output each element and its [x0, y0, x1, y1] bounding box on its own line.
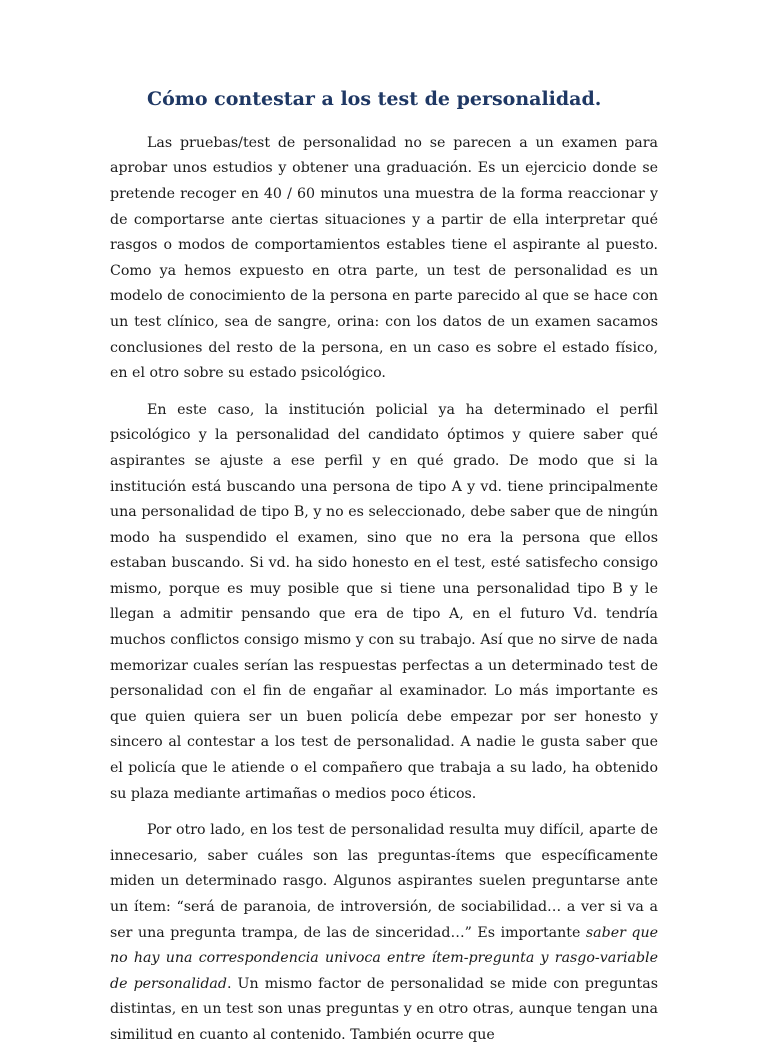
- paragraph-3-text-after: . Un mismo factor de personalidad se mide con preguntas distintas, en un test son unas preguntas y en otro otras, aunque tengan una similitud en cuanto al contenido. También ocurre que: [110, 975, 658, 1043]
- paragraph-3-text-before: Por otro lado, en los test de personalidad resulta muy difícil, aparte de innecesario, saber cuáles son las preguntas-ítems que específicamente miden un determinado rasgo. Algunos aspirantes suelen preguntarse ante un ítem: “será de paranoia, de introversión, de sociabilidad… a ver si va a ser una pregunta trampa, de las de sinceridad…” Es importante: [110, 822, 658, 941]
- paragraph-3: [110, 818, 658, 1048]
- paragraph-2: En este caso, la institución policial ya ha determinado el perfil psicológico y la personalidad del candidato óptimos y quiere saber qué aspirantes se ajuste a ese perfil y en qué grado. De modo que si la institución está buscando una persona de tipo A y vd. tiene principalmente una personalidad de tipo B, y no es seleccionado, debe saber que de ningún modo ha suspendido el examen, sino que no era la persona que ellos estaban buscando. Si vd. ha sido honesto en el test, esté satisfecho consigo mismo, porque es muy posible que si tiene una personalidad tipo B y le llegan a admitir pensando que era de tipo A, en el futuro Vd. tendría muchos conflictos consigo mismo y con su trabajo. Así que no sirve de nada memorizar cuales serían las respuestas perfectas a un determinado test de personalidad con el fin de engañar al examinador. Lo más importante es que quien quiera ser un buen policía debe empezar por ser honesto y sincero al contestar a los test de personalidad. A nadie le gusta saber que el policía que le atiende o el compañero que trabaja a su lado, ha obtenido su plaza mediante artimañas o medios poco éticos.: [110, 401, 658, 802]
- document-title: Cómo contestar a los test de personalidad.: [147, 88, 602, 110]
- paragraph-1: Las pruebas/test de personalidad no se parecen a un examen para aprobar unos estudios y obtener una graduación. Es un ejercicio donde se pretende recoger en 40 / 60 minutos una muestra de la forma reaccionar y de comportarse ante ciertas situaciones y a partir de ella interpretar qué rasgos o modos de comportamientos estables tiene el aspirante al puesto. Como ya hemos expuesto en otra parte, un test de personalidad es un modelo de conocimiento de la persona en parte parecido al que se hace con un test clínico, sea de sangre, orina: con los datos de un examen sacamos conclusiones del resto de la persona, en un caso es sobre el estado físico, en el otro sobre su estado psicológico.: [110, 134, 658, 382]
- paragraph-3-emphasis: saber que no hay una correspondencia univoca entre ítem-pregunta y rasgo-variable de personalidad: [110, 924, 659, 992]
